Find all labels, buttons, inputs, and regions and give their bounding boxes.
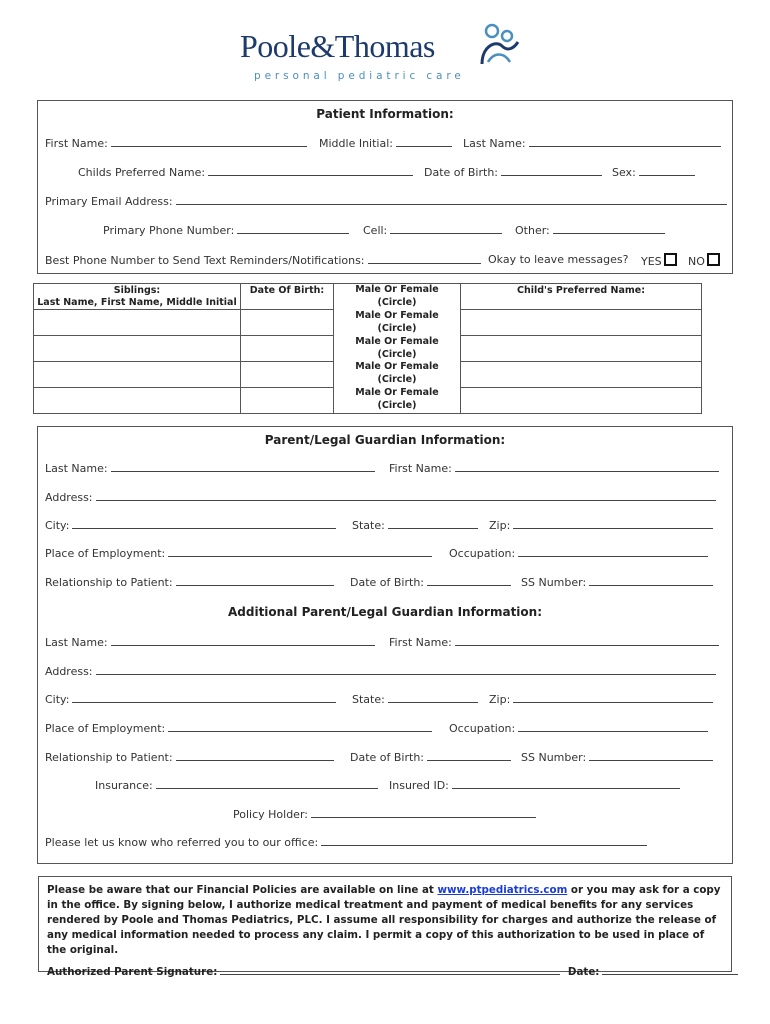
guardian2-employment-label: Place of Employment:	[45, 722, 166, 735]
guardian2-zip-field[interactable]	[489, 692, 713, 706]
guardian2-last-name-field[interactable]	[45, 635, 375, 649]
sibling-name-cell[interactable]	[34, 310, 241, 336]
sibling-preferred-cell[interactable]	[461, 388, 702, 414]
poole-thomas-logo	[240, 22, 540, 88]
guardian-employment-field[interactable]	[45, 546, 432, 560]
guardian2-relationship-field[interactable]	[45, 750, 334, 764]
cell-field[interactable]	[363, 223, 502, 237]
guardian2-relationship-label: Relationship to Patient:	[45, 751, 173, 764]
preferred-name-field[interactable]	[78, 165, 413, 179]
patient-dob-field[interactable]	[424, 165, 602, 179]
signature-date-line[interactable]	[602, 964, 738, 975]
referred-by-field[interactable]	[45, 835, 647, 849]
sibling-name-cell[interactable]	[34, 388, 241, 414]
guardian-zip-label: Zip:	[489, 519, 511, 532]
sex-field[interactable]	[612, 165, 695, 179]
guardian-occupation-field[interactable]	[449, 546, 708, 560]
yes-checkbox[interactable]	[664, 253, 677, 266]
insurance-field[interactable]	[95, 778, 378, 792]
guardian2-occupation-field[interactable]	[449, 721, 708, 735]
sibling-sex-1[interactable]	[334, 310, 460, 336]
parent-child-icon	[474, 22, 522, 70]
first-name-label: First Name:	[45, 137, 108, 150]
sex-header	[334, 284, 460, 310]
guardian-relationship-label: Relationship to Patient:	[45, 576, 173, 589]
guardian-dob-field[interactable]	[350, 575, 511, 589]
guardian2-address-field[interactable]	[45, 664, 716, 678]
signature-line[interactable]	[220, 964, 560, 975]
financial-policy-text	[47, 883, 723, 958]
sibling-sex-4-label: Male Or Female	[355, 387, 439, 399]
leave-messages-question	[488, 253, 628, 266]
sibling-dob-cell[interactable]	[241, 388, 334, 414]
best-phone-field[interactable]	[45, 253, 481, 267]
sex-circle-column	[334, 284, 461, 414]
referred-by-label: Please let us know who referred you to our office:	[45, 836, 319, 849]
guardian-zip-field[interactable]	[489, 518, 713, 532]
guardian-occupation-label: Occupation:	[449, 547, 516, 560]
guardian2-last-name-label: Last Name:	[45, 636, 108, 649]
guardian-relationship-field[interactable]	[45, 575, 334, 589]
sibling-dob-header	[241, 284, 334, 310]
guardian-dob-label: Date of Birth:	[350, 576, 425, 589]
sibling-name-cell[interactable]	[34, 362, 241, 388]
sibling-sex-1-label: Male Or Female	[355, 309, 439, 321]
siblings-header	[34, 284, 241, 310]
guardian-last-name-label: Last Name:	[45, 462, 108, 475]
guardian-state-field[interactable]	[352, 518, 478, 532]
sibling-preferred-cell[interactable]	[461, 362, 702, 388]
email-field[interactable]	[45, 194, 727, 208]
guardian2-city-label: City:	[45, 693, 70, 706]
website-link[interactable]: www.ptpediatrics.com	[437, 884, 568, 896]
policy-text-start: Please be aware that our Financial Policies are available on line at	[47, 884, 438, 896]
no-label: NO	[688, 255, 705, 268]
email-label: Primary Email Address:	[45, 195, 173, 208]
siblings-table	[33, 283, 702, 414]
last-name-label: Last Name:	[463, 137, 526, 150]
additional-guardian-title: Additional Parent/Legal Guardian Information:	[227, 605, 542, 619]
sibling-dob-cell[interactable]	[241, 336, 334, 362]
sibling-sex-2[interactable]	[334, 336, 460, 362]
guardian2-address-label: Address:	[45, 665, 93, 678]
guardian-address-field[interactable]	[45, 490, 716, 504]
guardian-employment-label: Place of Employment:	[45, 547, 166, 560]
primary-phone-label: Primary Phone Number:	[103, 224, 235, 237]
other-phone-field[interactable]	[515, 223, 665, 237]
no-checkbox[interactable]	[707, 253, 720, 266]
leave-messages-label: Okay to leave messages?	[488, 253, 629, 266]
guardian2-first-name-label: First Name:	[389, 636, 452, 649]
child-preferred-name-header-label: Child's Preferred Name:	[516, 285, 645, 296]
guardian2-dob-field[interactable]	[350, 750, 511, 764]
guardian-first-name-field[interactable]	[389, 461, 719, 475]
guardian-info-title: Parent/Legal Guardian Information:	[264, 433, 506, 447]
sibling-preferred-cell[interactable]	[461, 336, 702, 362]
siblings-header-line1: Siblings:	[113, 285, 161, 296]
middle-initial-field[interactable]	[319, 136, 452, 150]
guardian2-ssn-field[interactable]	[521, 750, 713, 764]
sex-header-line1: Male Or Female	[355, 284, 439, 295]
logo-tagline: personal pediatric care	[254, 70, 465, 82]
patient-info-title: Patient Information:	[316, 107, 454, 121]
sex-label: Sex:	[612, 166, 636, 179]
sibling-sex-2-label: Male Or Female	[355, 335, 439, 347]
sibling-sex-3[interactable]	[334, 361, 460, 387]
sibling-sex-1-circle: (Circle)	[377, 322, 417, 334]
sibling-sex-4[interactable]	[334, 387, 460, 413]
sibling-dob-cell[interactable]	[241, 310, 334, 336]
best-phone-label: Best Phone Number to Send Text Reminders/Notifications:	[45, 254, 365, 267]
sibling-sex-3-circle: (Circle)	[377, 374, 417, 386]
signature-date-label: Date:	[567, 966, 600, 978]
sibling-preferred-cell[interactable]	[461, 310, 702, 336]
guardian-ssn-label: SS Number:	[521, 576, 587, 589]
first-name-field[interactable]	[45, 136, 307, 150]
other-phone-label: Other:	[515, 224, 550, 237]
preferred-name-label: Childs Preferred Name:	[78, 166, 206, 179]
financial-policy-section	[38, 876, 732, 978]
sibling-dob-header-label: Date Of Birth:	[249, 285, 325, 296]
guardian2-employment-field[interactable]	[45, 721, 432, 735]
middle-initial-label: Middle Initial:	[319, 137, 393, 150]
insured-id-field[interactable]	[389, 778, 680, 792]
last-name-field[interactable]	[463, 136, 721, 150]
guardian2-occupation-label: Occupation:	[449, 722, 516, 735]
guardian-address-label: Address:	[45, 491, 93, 504]
sibling-dob-cell[interactable]	[241, 362, 334, 388]
guardian-city-label: City:	[45, 519, 70, 532]
guardian-city-field[interactable]	[45, 518, 336, 532]
logo-wordmark: Poole&Thomas	[240, 28, 435, 64]
child-preferred-name-header	[461, 284, 702, 310]
guardian2-city-field[interactable]	[45, 692, 336, 706]
guardian-first-name-label: First Name:	[389, 462, 452, 475]
sibling-sex-4-circle: (Circle)	[377, 400, 417, 412]
signature-row	[47, 964, 723, 980]
policy-holder-label: Policy Holder:	[233, 808, 308, 821]
yes-label: YES	[641, 255, 662, 268]
policy-text-end: or you may ask for a copy in the office. By signing below, I authorize medical treatment and payment of medical benefits for any services rendered by Poole and Thomas Pediatrics, PLC. I assume all responsibility for charges and authorize the release of any medical information needed to process any claim. I permit a copy of this authorization to be used in place of the original.	[47, 884, 721, 956]
sibling-sex-2-circle: (Circle)	[377, 348, 417, 360]
guardian-state-label: State:	[352, 519, 385, 532]
no-option[interactable]	[688, 253, 720, 268]
yes-option[interactable]	[641, 253, 677, 268]
guardian-ssn-field[interactable]	[521, 575, 713, 589]
guardian2-state-field[interactable]	[352, 692, 478, 706]
guardian2-first-name-field[interactable]	[389, 635, 719, 649]
patient-dob-label: Date of Birth:	[424, 166, 499, 179]
primary-phone-field[interactable]	[103, 223, 349, 237]
cell-label: Cell:	[363, 224, 388, 237]
sex-header-line2: (Circle)	[377, 296, 417, 308]
insurance-label: Insurance:	[95, 779, 153, 792]
guardian2-zip-label: Zip:	[489, 693, 511, 706]
guardian2-dob-label: Date of Birth:	[350, 751, 425, 764]
guardian2-ssn-label: SS Number:	[521, 751, 587, 764]
sibling-name-cell[interactable]	[34, 336, 241, 362]
guardian2-state-label: State:	[352, 693, 385, 706]
signature-label: Authorized Parent Signature:	[47, 966, 218, 978]
siblings-header-line2: Last Name, First Name, Middle Initial	[37, 297, 237, 308]
guardian-last-name-field[interactable]	[45, 461, 375, 475]
policy-holder-field[interactable]	[233, 807, 536, 821]
insured-id-label: Insured ID:	[389, 779, 449, 792]
sibling-sex-3-label: Male Or Female	[355, 361, 439, 373]
patient-information-section	[37, 100, 733, 274]
